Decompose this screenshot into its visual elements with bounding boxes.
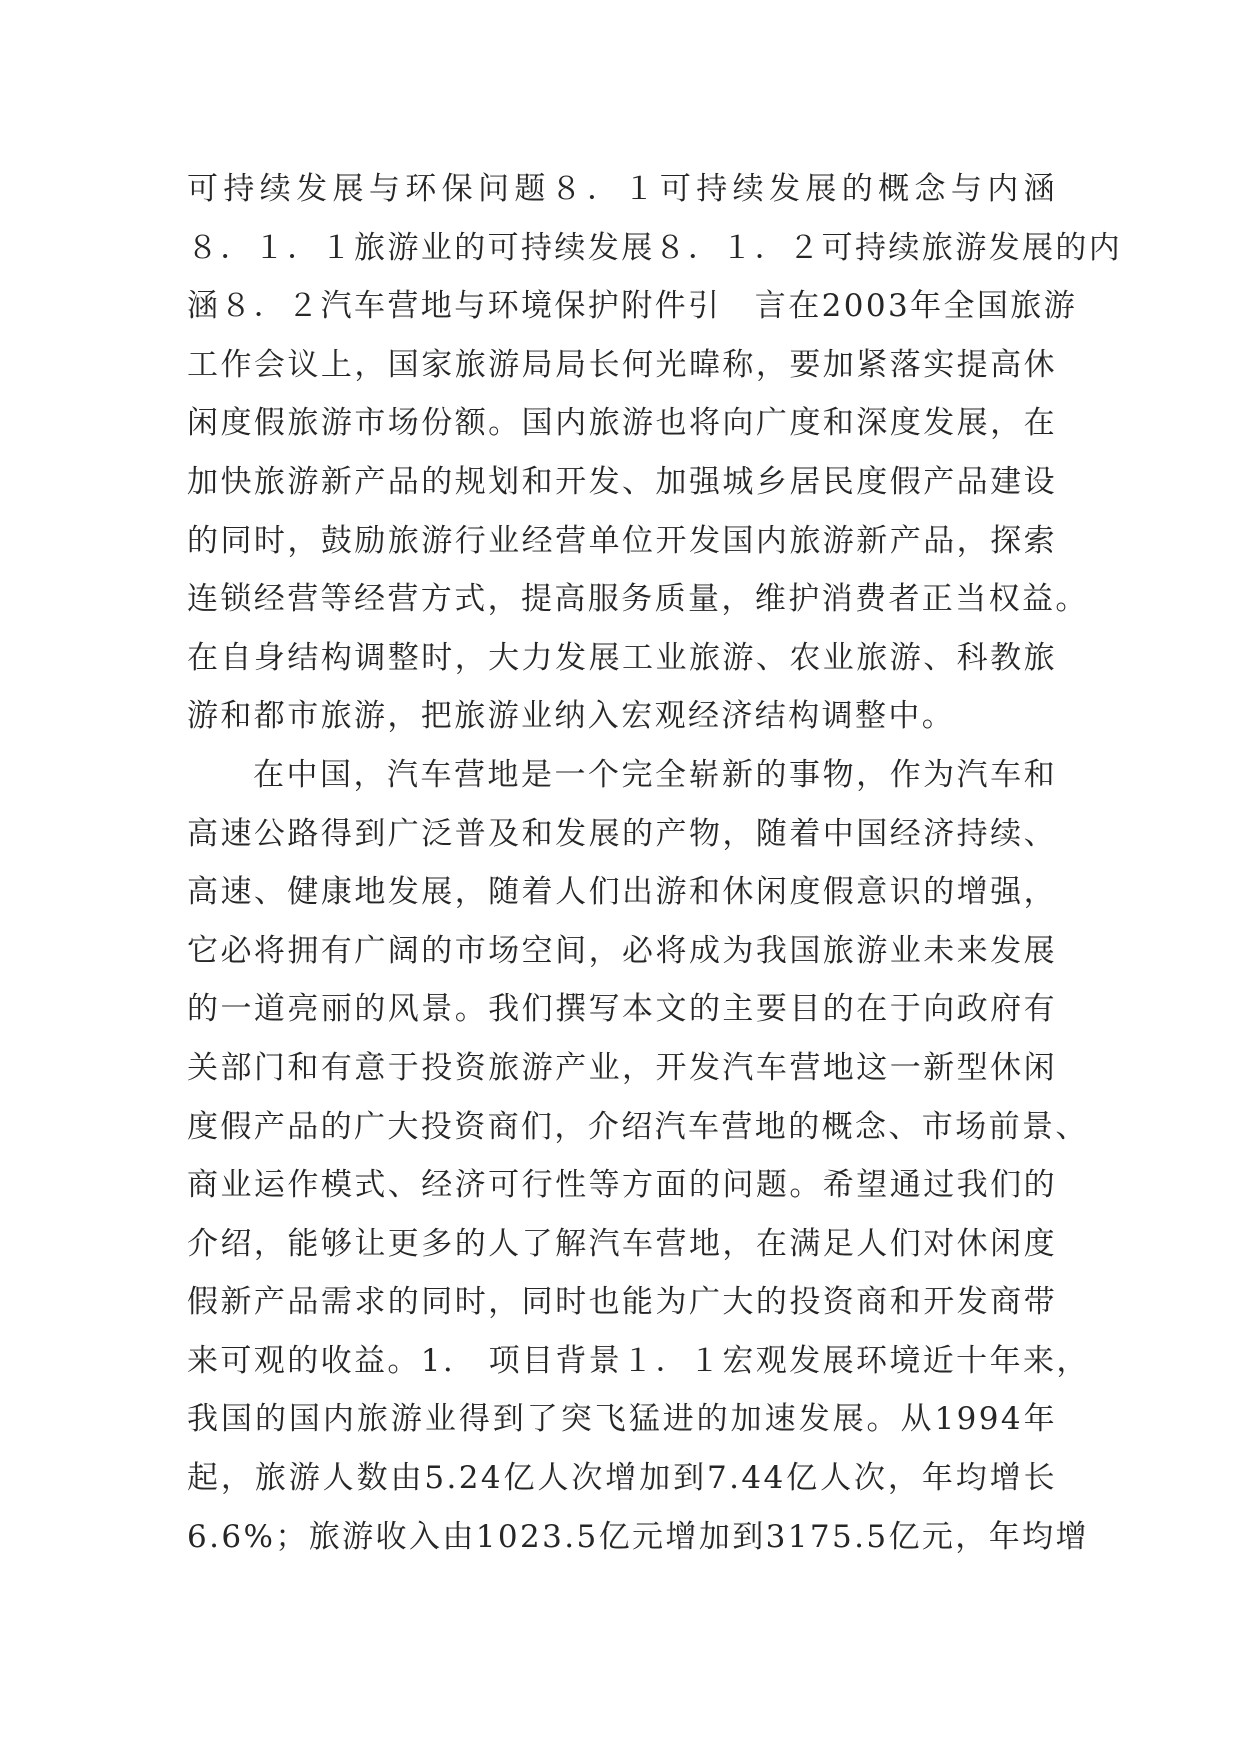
- text-line: 的一道亮丽的风景。我们撰写本文的主要目的在于向政府有: [187, 991, 1057, 1028]
- text-line: 假新产品需求的同时，同时也能为广大的投资商和开发商带: [187, 1284, 1057, 1321]
- paragraph-1: [187, 160, 1123, 746]
- text-line: 起，旅游人数由5.24亿人次增加到7.44亿人次，年均增长: [187, 1460, 1057, 1497]
- text-line: ８．１．１旅游业的可持续发展８．１．２可持续旅游发展的内: [187, 229, 1123, 266]
- text-line: 商业运作模式、经济可行性等方面的问题。希望通过我们的: [187, 1167, 1057, 1204]
- text-line: 工作会议上，国家旅游局局长何光暐称，要加紧落实提高休: [187, 346, 1057, 383]
- text-line: 度假产品的广大投资商们，介绍汽车营地的概念、市场前景、: [187, 1108, 1089, 1145]
- text-line: 加快旅游新产品的规划和开发、加强城乡居民度假产品建设: [187, 463, 1057, 500]
- text-line: 可持续发展与环保问题８．１可持续发展的概念与内涵: [187, 171, 1057, 207]
- text-line: 来可观的收益。1. 项目背景１．１宏观发展环境近十年来，: [187, 1342, 1090, 1379]
- text-line: 连锁经营等经营方式，提高服务质量，维护消费者正当权益。: [187, 581, 1089, 618]
- document-body: [187, 160, 1123, 1566]
- text-line: 涵８．２汽车营地与环境保护附件引 言在2003年全国旅游: [187, 288, 1078, 325]
- text-line: 的同时，鼓励旅游行业经营单位开发国内旅游新产品，探索: [187, 522, 1057, 559]
- text-line: 高速、健康地发展，随着人们出游和休闲度假意识的增强，: [187, 874, 1057, 911]
- text-line: 高速公路得到广泛普及和发展的产物，随着中国经济持续、: [187, 815, 1057, 852]
- text-line: 在自身结构调整时，大力发展工业旅游、农业旅游、科教旅: [187, 639, 1057, 676]
- text-line: 我国的国内旅游业得到了突飞猛进的加速发展。从1994年: [187, 1401, 1057, 1438]
- text-line: 它必将拥有广阔的市场空间，必将成为我国旅游业未来发展: [187, 932, 1057, 969]
- text-line: 关部门和有意于投资旅游产业，开发汽车营地这一新型休闲: [187, 1049, 1057, 1086]
- text-line: 6.6%；旅游收入由1023.5亿元增加到3175.5亿元，年均增: [187, 1518, 1089, 1555]
- text-line: 游和都市旅游，把旅游业纳入宏观经济结构调整中。: [187, 698, 956, 735]
- text-line: 在中国，汽车营地是一个完全崭新的事物，作为汽车和: [253, 756, 1057, 793]
- text-line: 介绍，能够让更多的人了解汽车营地，在满足人们对休闲度: [187, 1225, 1057, 1262]
- paragraph-2: [187, 746, 1090, 1566]
- text-line: 闲度假旅游市场份额。国内旅游也将向广度和深度发展，在: [187, 405, 1057, 442]
